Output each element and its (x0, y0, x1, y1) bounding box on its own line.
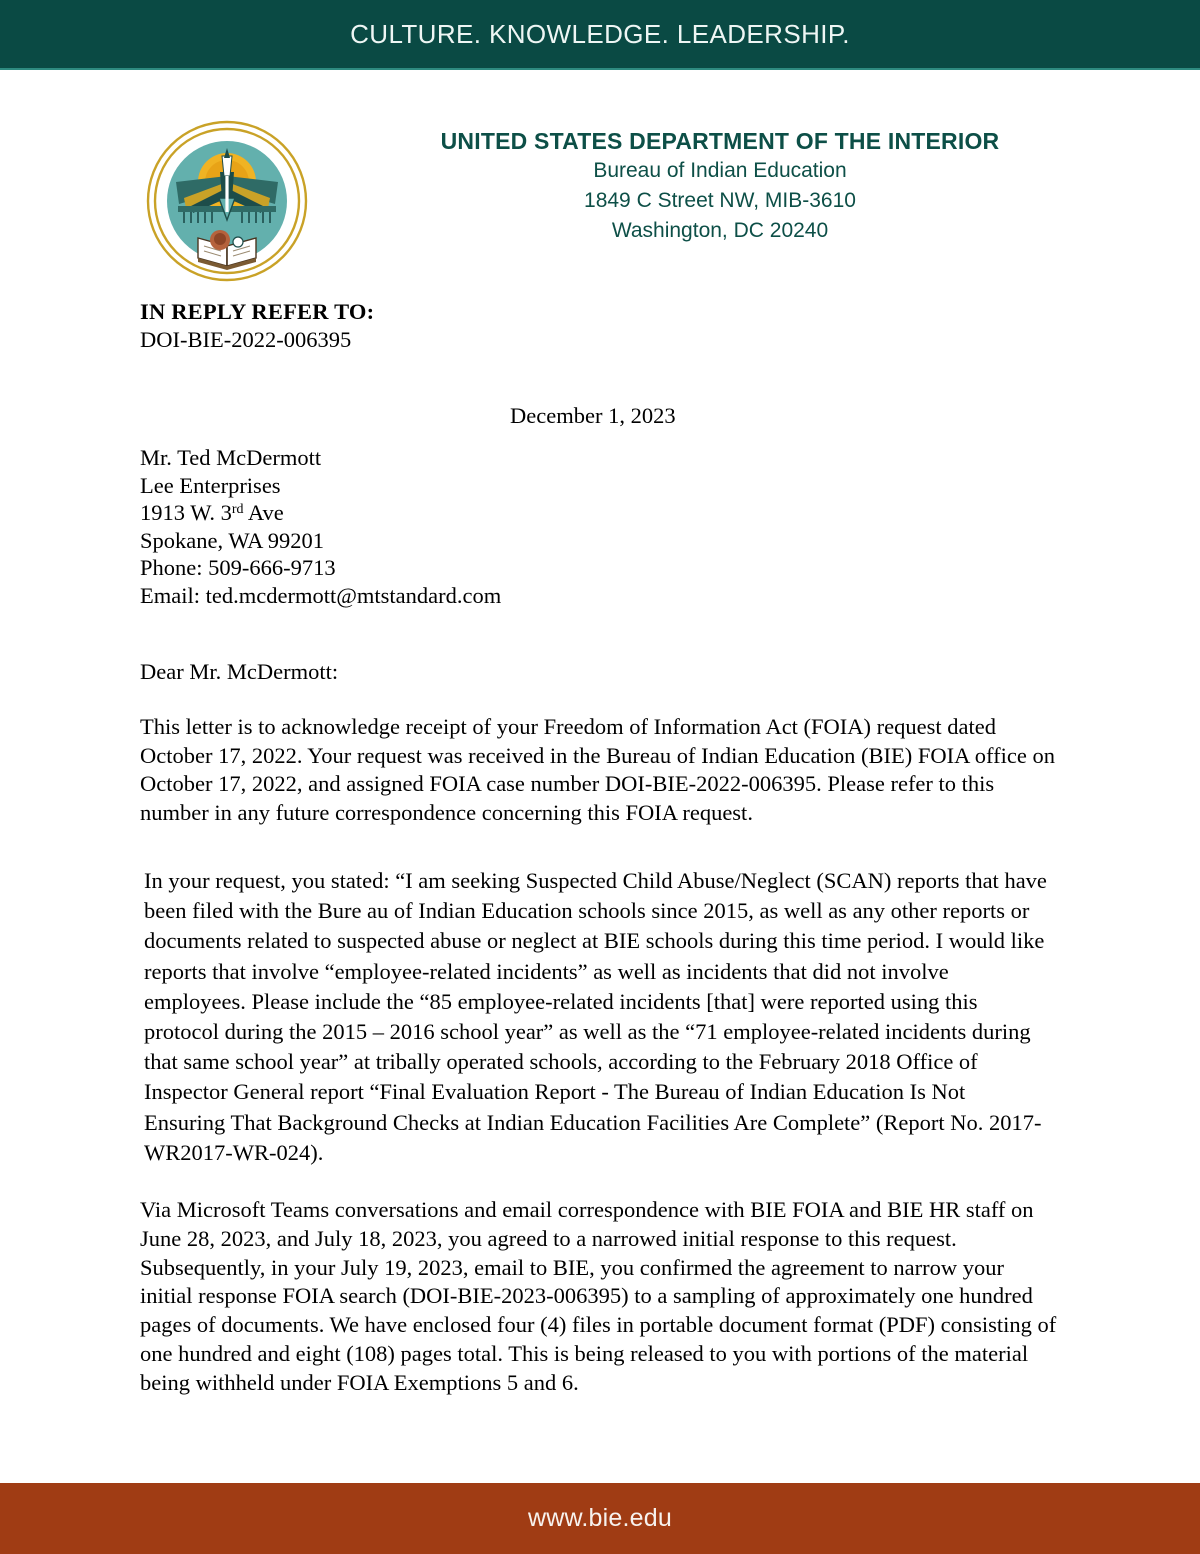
recipient-street-ordinal: rd (231, 501, 244, 517)
salutation: Dear Mr. McDermott: (140, 659, 339, 684)
body-paragraph-2: In your request, you stated: “I am seeking Suspected Child Abuse/Neglect (SCAN) reports that have been filed with the Bure au of Indian Education schools since 2015, as well as any other reports or documents related to suspected abuse or neglect at BIE schools during this time period. I would like reports that involve “employee-related incidents” as well as incidents that did not involve employees. Please include the “85 employee-related incidents [that] were reported using this protocol during the 2015 – 2016 school year” as well as the “71 employee-related incidents during that same school year” at tribally operated schools, according to the February 2018 Office of Inspector General report “Final Evaluation Report - The Bureau of Indian Education Is Not Ensuring That Background Checks at Indian Education Facilities Are Complete” (Report No. 2017-WR2017-WR-024). (144, 868, 1047, 1165)
reference-block (140, 298, 740, 354)
recipient-organization: Lee Enterprises (140, 472, 281, 498)
recipient-email: Email: ted.mcdermott@mtstandard.com (140, 582, 502, 608)
recipient-street-suffix: Ave (243, 500, 284, 525)
agency-address-block (330, 126, 1110, 246)
reference-case-number: DOI-BIE-2022-006395 (140, 327, 352, 352)
letter-date: December 1, 2023 (510, 403, 676, 428)
agency-street: 1849 C Street NW, MIB-3610 (584, 189, 856, 212)
header-banner (0, 0, 1200, 70)
bie-seal-icon (146, 120, 308, 282)
footer-website-url[interactable]: www.bie.edu (528, 1504, 672, 1532)
body-paragraph-3: Via Microsoft Teams conversations and email correspondence with BIE FOIA and BIE HR staff on June 28, 2023, and July 18, 2023, you agreed to a narrowed initial response to this request. Subsequently, in your July 19, 2023, email to BIE, you confirmed the agreement to narrow your initial response FOIA search (DOI-BIE-2023-006395) to a sampling of approximately one hundred pages of documents. We have enclosed four (4) files in portable document format (PDF) consisting of one hundred and eight (108) pages total. This is being released to you with portions of the material being withheld under FOIA Exemptions 5 and 6. (140, 1197, 1057, 1395)
agency-name: UNITED STATES DEPARTMENT OF THE INTERIOR (440, 128, 1000, 154)
recipient-name: Mr. Ted McDermott (140, 445, 322, 470)
recipient-street-number: 1913 W. 3 (140, 500, 232, 525)
recipient-city-state-zip: Spokane, WA 99201 (140, 527, 324, 553)
reference-label: IN REPLY REFER TO: (140, 299, 375, 324)
header-tagline: CULTURE. KNOWLEDGE. LEADERSHIP. (350, 19, 850, 49)
recipient-address-block (140, 444, 840, 609)
recipient-street (140, 499, 840, 527)
footer-banner (0, 1483, 1200, 1554)
letterhead (0, 110, 1200, 290)
body-paragraph-1: This letter is to acknowledge receipt of your Freedom of Information Act (FOIA) request dated October 17, 2022. Your request was received in the Bureau of Indian Education (BIE) FOIA office on October 17, 2022, and assigned FOIA case number DOI-BIE-2022-006395. Please refer to this number in any future correspondence concerning this FOIA request. (140, 714, 1055, 825)
bureau-name: Bureau of Indian Education (593, 159, 847, 182)
agency-city-state-zip: Washington, DC 20240 (611, 219, 829, 242)
recipient-phone: Phone: 509-666-9713 (140, 555, 336, 580)
